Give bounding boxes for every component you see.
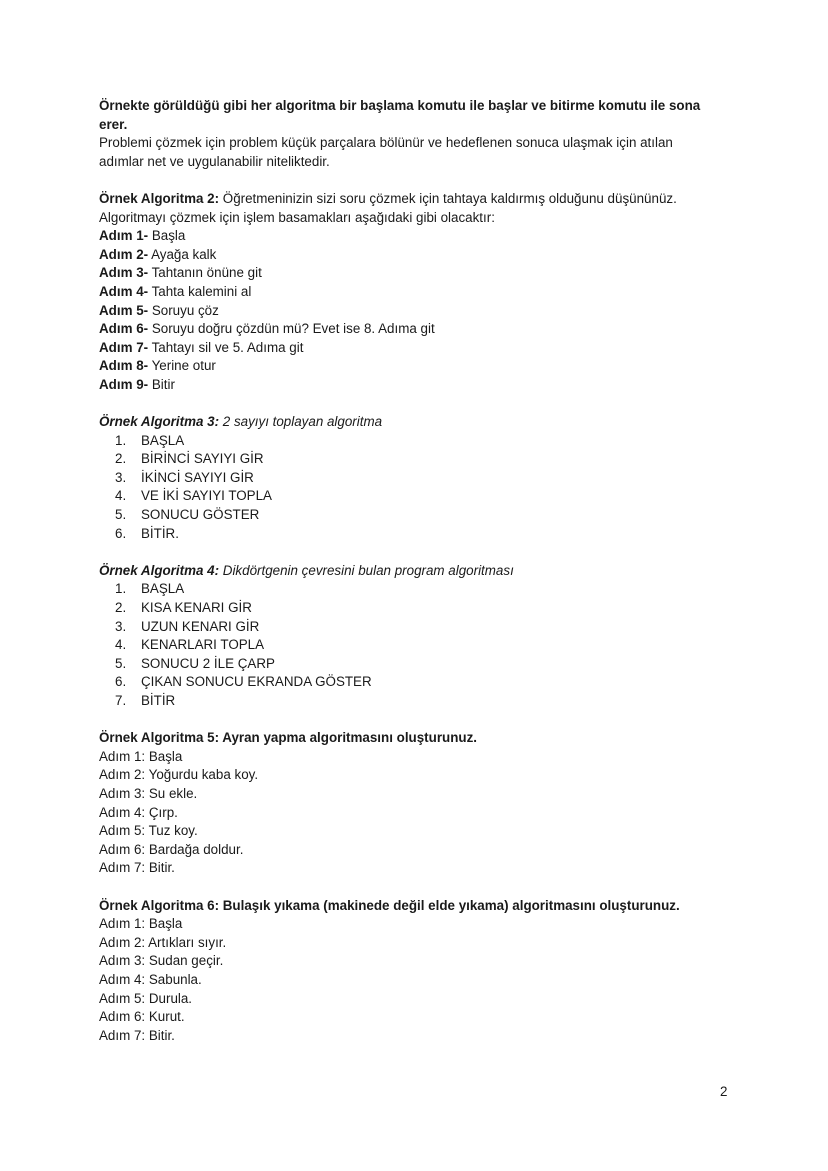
list-item: 6. BİTİR.: [115, 525, 179, 541]
algo3-heading: [99, 413, 719, 432]
algo2-step-text: Bitir: [151, 376, 175, 392]
list-item: Adım 5: Tuz koy.: [99, 823, 198, 839]
algo2-step-label: Adım 8-: [99, 358, 149, 374]
algo2-step-text: Başla: [151, 228, 186, 244]
algo2-heading: [99, 190, 719, 209]
algo2-step: [99, 283, 719, 302]
algo2-step-label: Adım 6-: [99, 321, 149, 337]
algo2-step-text: Tahtanın önüne git: [151, 265, 262, 281]
list-item: Adım 4: Çırp.: [99, 804, 178, 820]
list-item: Adım 7: Bitir.: [99, 860, 175, 876]
algo2-step: [99, 246, 719, 265]
document-page: [99, 97, 719, 1045]
algo6-title: Örnek Algoritma 6: Bulaşık yıkama (makinede değil elde yıkama) algoritmasını oluşturunuz.: [99, 897, 680, 913]
list-item: 4. KENARLARI TOPLA: [115, 637, 265, 653]
list-item: Adım 1: Başla: [99, 916, 183, 932]
list-item: Adım 2: Artıkları sıyır.: [99, 934, 227, 950]
list-item: Adım 5: Durula.: [99, 990, 193, 1006]
algo4-desc: Dikdörtgenin çevresini bulan program algoritması: [222, 562, 514, 578]
algo3-title: Örnek Algoritma 3:: [99, 414, 220, 430]
list-item: 4. VE İKİ SAYIYI TOPLA: [115, 488, 272, 504]
list-item: 6. ÇIKAN SONUCU EKRANDA GÖSTER: [115, 674, 372, 690]
list-item: Adım 1: Başla: [99, 748, 183, 764]
list-item: 3. İKİNCİ SAYIYI GİR: [115, 469, 254, 485]
algo3-steps: [99, 432, 719, 544]
algo2-steps: [99, 227, 719, 394]
list-item: Adım 7: Bitir.: [99, 1027, 175, 1043]
algo6-steps: [99, 915, 719, 1045]
algo2-desc-line1: Öğretmeninizin sizi soru çözmek için tahtaya kaldırmış olduğunu düşününüz.: [222, 190, 677, 206]
page-number: 2: [720, 1084, 728, 1099]
algo4-steps: [99, 580, 719, 710]
algo2-step-label: Adım 5-: [99, 302, 149, 318]
algo2-step: [99, 227, 719, 246]
list-item: Adım 3: Sudan geçir.: [99, 953, 224, 969]
algo2-step-label: Adım 9-: [99, 376, 149, 392]
algo2-title: Örnek Algoritma 2:: [99, 190, 220, 206]
algo2-step: [99, 320, 719, 339]
algo3-desc: 2 sayıyı toplayan algoritma: [222, 414, 383, 430]
algo2-step: [99, 376, 719, 395]
algo2-step-label: Adım 1-: [99, 228, 149, 244]
algo2-step-text: Tahta kalemini al: [151, 283, 252, 299]
algo4-heading: [99, 562, 719, 581]
algo2-desc-line2: Algoritmayı çözmek için işlem basamakları aşağıdaki gibi olacaktır:: [99, 209, 495, 225]
list-item: 5. SONUCU 2 İLE ÇARP: [115, 655, 275, 671]
algo2-step-text: Ayağa kalk: [151, 246, 217, 262]
list-item: Adım 6: Bardağa doldur.: [99, 841, 244, 857]
algo2-step-text: Tahtayı sil ve 5. Adıma git: [151, 339, 304, 355]
algo4-title: Örnek Algoritma 4:: [99, 562, 220, 578]
algo2-step-label: Adım 2-: [99, 246, 149, 262]
algo2-step: [99, 302, 719, 321]
list-item: 5. SONUCU GÖSTER: [115, 507, 260, 523]
algo2-step: [99, 357, 719, 376]
list-item: Adım 2: Yoğurdu kaba koy.: [99, 767, 259, 783]
algo5-title: Örnek Algoritma 5: Ayran yapma algoritmasını oluşturunuz.: [99, 730, 477, 746]
algo2-step-label: Adım 7-: [99, 339, 149, 355]
list-item: 1. BAŞLA: [115, 581, 185, 597]
algo2-step-label: Adım 3-: [99, 265, 149, 281]
algo2-step-text: Soruyu çöz: [151, 302, 219, 318]
list-item: Adım 6: Kurut.: [99, 1009, 185, 1025]
list-item: 2. KISA KENARI GİR: [115, 600, 252, 616]
intro-paragraph: Problemi çözmek için problem küçük parçalara bölünür ve hedeflenen sonuca ulaşmak için atılan adımlar net ve uygulanabilir niteliktedir.: [99, 135, 673, 169]
list-item: 3. UZUN KENARI GİR: [115, 618, 260, 634]
algo2-step: [99, 264, 719, 283]
list-item: Adım 4: Sabunla.: [99, 971, 202, 987]
algo5-steps: [99, 748, 719, 878]
list-item: Adım 3: Su ekle.: [99, 785, 198, 801]
algo2-step-text: Yerine otur: [151, 358, 216, 374]
list-item: 7. BİTİR: [115, 693, 176, 708]
list-item: 2. BİRİNCİ SAYIYI GİR: [115, 451, 264, 467]
intro-bold-paragraph: Örnekte görüldüğü gibi her algoritma bir başlama komutu ile başlar ve bitirme komutu ile sona erer.: [99, 98, 701, 132]
algo2-step: [99, 339, 719, 358]
list-item: 1. BAŞLA: [115, 432, 185, 448]
algo2-step-label: Adım 4-: [99, 283, 149, 299]
algo2-step-text: Soruyu doğru çözdün mü? Evet ise 8. Adıma git: [151, 321, 435, 337]
